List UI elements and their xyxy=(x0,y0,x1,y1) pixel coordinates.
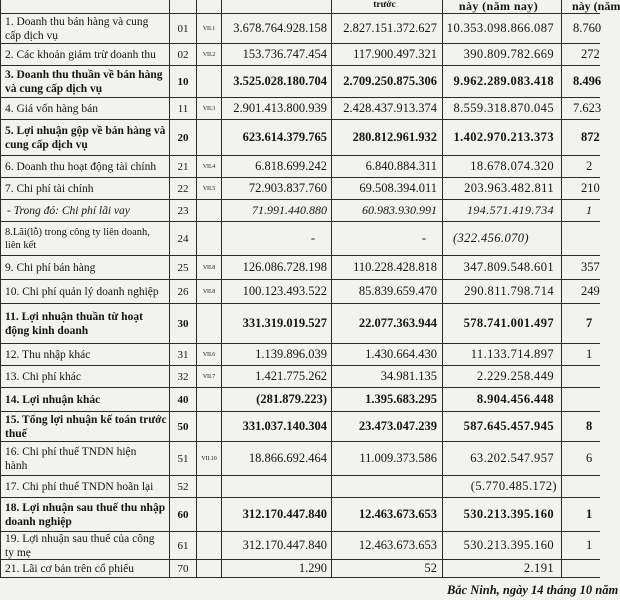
row-label-line: 21. Lãi cơ bản trên cổ phiếu xyxy=(5,562,135,575)
row-label xyxy=(0,222,170,255)
note-reference: VII.8 xyxy=(197,280,222,303)
amount-ytd-prior: 272 xyxy=(581,47,600,61)
amount-ytd-current: 2.191 xyxy=(443,560,562,577)
amount-ytd-current: 194.571.419.734 xyxy=(443,200,562,221)
amount-q-current: 1.139.896.039 xyxy=(222,344,332,365)
line-code: 50 xyxy=(170,412,197,441)
amount-ytd-prior: 1 xyxy=(586,203,592,217)
table-row xyxy=(0,178,600,200)
amount-q-prior: 2.428.437.913.374 xyxy=(332,98,443,119)
row-label xyxy=(0,98,170,119)
amount-ytd-current: 203.963.482.811 xyxy=(443,178,562,199)
amount-ytd-current: 1.402.970.213.373 xyxy=(443,120,562,155)
row-label-line: 15. Tổng lợi nhuận kế toán trước xyxy=(5,413,167,426)
row-label-line: 6. Doanh thu hoạt động tài chính xyxy=(5,160,157,173)
line-code: 61 xyxy=(170,532,197,559)
line-code: 22 xyxy=(170,178,197,199)
header-label-cell xyxy=(0,0,170,13)
note-reference xyxy=(197,560,222,577)
amount-q-current: 1.290 xyxy=(222,560,332,577)
amount-q-prior: 85.839.659.470 xyxy=(332,280,443,303)
amount-ytd-prior: 2 xyxy=(586,159,593,173)
amount-q-current: 3.525.028.180.704 xyxy=(222,66,332,97)
header-ytd-prior: này (năm xyxy=(572,0,620,13)
amount-ytd-prior xyxy=(562,366,600,387)
column-header-row xyxy=(0,0,620,14)
amount-ytd-prior xyxy=(562,476,600,497)
note-reference: VII.7 xyxy=(197,366,222,387)
amount-q-current: 3.678.764.928.158 xyxy=(222,14,332,43)
table-row xyxy=(0,14,600,44)
line-code: 32 xyxy=(170,366,197,387)
row-label-line: hành xyxy=(5,459,28,472)
note-reference xyxy=(197,200,222,221)
amount-q-current xyxy=(222,476,332,497)
table-row xyxy=(0,44,600,66)
amount-q-prior: 12.463.673.653 xyxy=(332,532,443,559)
amount-q-current: 331.319.019.527 xyxy=(222,304,332,343)
line-code: 31 xyxy=(170,344,197,365)
row-label xyxy=(0,14,170,43)
amount-ytd-prior: 1 xyxy=(586,538,593,552)
amount-q-current: 100.123.493.522 xyxy=(222,280,332,303)
amount-q-prior: 6.840.884.311 xyxy=(332,156,443,177)
note-reference xyxy=(197,66,222,97)
note-reference: VII.8 xyxy=(197,256,222,279)
amount-ytd-prior: 6 xyxy=(586,451,593,465)
row-label xyxy=(0,344,170,365)
amount-ytd-prior: 357 xyxy=(581,260,600,274)
amount-ytd-current: (5.770.485.172) xyxy=(443,476,562,497)
row-label-line: 3. Doanh thu thuần về bán hàng xyxy=(5,68,163,81)
header-code-cell xyxy=(170,0,197,13)
line-code: 01 xyxy=(170,14,197,43)
table-row xyxy=(0,388,600,412)
row-label xyxy=(0,304,170,343)
line-code: 52 xyxy=(170,476,197,497)
row-label-line: 8.Lãi(lỗ) trong công ty liên doanh, xyxy=(5,226,150,238)
amount-ytd-prior: 872 xyxy=(581,130,600,144)
table-row xyxy=(0,98,600,120)
amount-ytd-current: 10.353.098.866.087 xyxy=(443,14,562,43)
row-label-line: 5. Lợi nhuận gộp về bán hàng và xyxy=(5,124,166,137)
table-row xyxy=(0,442,600,476)
row-label xyxy=(0,156,170,177)
line-code: 25 xyxy=(170,256,197,279)
header-q-current xyxy=(222,0,332,13)
table-row xyxy=(0,120,600,156)
note-reference: VII.10 xyxy=(197,442,222,475)
note-reference: VII.2 xyxy=(197,44,222,65)
line-code: 11 xyxy=(170,98,197,119)
row-label-line: cấp dịch vụ xyxy=(5,29,59,42)
table-row xyxy=(0,222,600,256)
row-label-line: và cung cấp dịch vụ xyxy=(5,82,103,95)
amount-q-prior: 117.900.497.321 xyxy=(332,44,443,65)
line-code: 30 xyxy=(170,304,197,343)
amount-ytd-current: 11.133.714.897 xyxy=(443,344,562,365)
amount-ytd-prior: 8.496 xyxy=(573,74,602,88)
amount-q-prior: 23.473.047.239 xyxy=(332,412,443,441)
row-label-line: 4. Giá vốn hàng bán xyxy=(5,102,98,115)
note-reference xyxy=(197,476,222,497)
amount-q-current: 71.991.440.880 xyxy=(222,200,332,221)
table-body xyxy=(0,14,600,578)
row-label-line: - Trong đó: Chi phí lãi vay xyxy=(7,204,130,217)
row-label-line: 11. Lợi nhuận thuần từ hoạt xyxy=(5,310,143,323)
line-code: 60 xyxy=(170,498,197,531)
table-row xyxy=(0,256,600,280)
amount-q-current: 2.901.413.800.939 xyxy=(222,98,332,119)
line-code: 20 xyxy=(170,120,197,155)
amount-ytd-current: 2.229.258.449 xyxy=(443,366,562,387)
row-label xyxy=(0,256,170,279)
row-label xyxy=(0,388,170,411)
amount-q-prior: 2.709.250.875.306 xyxy=(332,66,443,97)
line-code: 23 xyxy=(170,200,197,221)
row-label-line: động kinh doanh xyxy=(5,324,89,337)
table-row xyxy=(0,280,600,304)
line-code: 40 xyxy=(170,388,197,411)
row-label-line: liên kết xyxy=(5,239,37,251)
amount-ytd-current: 63.202.547.957 xyxy=(443,442,562,475)
row-label xyxy=(0,178,170,199)
header-q-prior: trước xyxy=(332,0,443,13)
place-date-text: Bắc Ninh, ngày 14 tháng 10 năm xyxy=(447,583,619,597)
amount-ytd-prior: 249 xyxy=(581,284,600,298)
amount-ytd-current: 390.809.782.669 xyxy=(443,44,562,65)
amount-q-prior: 22.077.363.944 xyxy=(332,304,443,343)
amount-ytd-prior: 7.623 xyxy=(573,101,602,115)
amount-ytd-current: (322.456.070) xyxy=(443,222,562,255)
amount-q-current: 331.037.140.304 xyxy=(222,412,332,441)
amount-ytd-current: 530.213.395.160 xyxy=(443,532,562,559)
line-code: 10 xyxy=(170,66,197,97)
note-reference: VII.4 xyxy=(197,156,222,177)
row-label-line: 1. Doanh thu bán hàng và cung xyxy=(5,15,149,28)
amount-q-prior: 69.508.394.011 xyxy=(332,178,443,199)
row-label-line: 9. Chi phí bán hàng xyxy=(5,261,96,274)
row-label-line: cung cấp dịch vụ xyxy=(5,138,88,151)
row-label-line: 16. Chi phí thuế TNDN hiện xyxy=(5,445,137,458)
amount-q-prior: 11.009.373.586 xyxy=(332,442,443,475)
table-row xyxy=(0,412,600,442)
line-code: 02 xyxy=(170,44,197,65)
line-code: 51 xyxy=(170,442,197,475)
table-row xyxy=(0,560,600,578)
line-code: 24 xyxy=(170,222,197,255)
row-label xyxy=(0,412,170,441)
row-label-line: ty mẹ xyxy=(5,546,31,559)
row-label xyxy=(0,120,170,155)
note-reference: VII.5 xyxy=(197,178,222,199)
note-reference xyxy=(197,498,222,531)
note-reference xyxy=(197,388,222,411)
row-label xyxy=(0,366,170,387)
amount-ytd-prior: 1 xyxy=(586,347,593,361)
amount-q-current: 153.736.747.454 xyxy=(222,44,332,65)
amount-q-current: - xyxy=(222,222,332,255)
table-row xyxy=(0,200,600,222)
line-code: 26 xyxy=(170,280,197,303)
note-reference: VII.6 xyxy=(197,344,222,365)
note-reference xyxy=(197,222,222,255)
amount-q-prior: 1.395.683.295 xyxy=(332,388,443,411)
table-row xyxy=(0,66,600,98)
amount-ytd-prior: 1 xyxy=(586,507,593,521)
row-label xyxy=(0,476,170,497)
amount-ytd-current: 530.213.395.160 xyxy=(443,498,562,531)
row-label-line: 17. Chi phí thuế TNDN hoãn lại xyxy=(5,480,154,493)
amount-q-prior: 34.981.135 xyxy=(332,366,443,387)
amount-ytd-current: 9.962.289.083.418 xyxy=(443,66,562,97)
amount-ytd-current: 18.678.074.320 xyxy=(443,156,562,177)
amount-q-current: 1.421.775.262 xyxy=(222,366,332,387)
row-label xyxy=(0,532,170,559)
row-label-line: 13. Chi phí khác xyxy=(5,370,82,383)
line-code: 21 xyxy=(170,156,197,177)
row-label-line: 18. Lợi nhuận sau thuế thu nhập xyxy=(5,501,166,514)
table-row xyxy=(0,304,600,344)
amount-ytd-prior xyxy=(562,222,600,255)
amount-q-prior: 52 xyxy=(332,560,443,577)
amount-q-current: 6.818.699.242 xyxy=(222,156,332,177)
note-reference xyxy=(197,532,222,559)
table-row xyxy=(0,344,600,366)
amount-ytd-current: 8.904.456.448 xyxy=(443,388,562,411)
table-row xyxy=(0,532,600,560)
amount-q-prior xyxy=(332,476,443,497)
row-label-line: 12. Thu nhập khác xyxy=(5,348,91,361)
table-row xyxy=(0,366,600,388)
row-label xyxy=(0,66,170,97)
signature-place-date xyxy=(447,582,619,598)
note-reference xyxy=(197,304,222,343)
row-label-line: 10. Chi phí quản lý doanh nghiệp xyxy=(5,285,159,298)
row-label xyxy=(0,498,170,531)
amount-ytd-prior: 210 xyxy=(581,181,600,195)
amount-q-prior: - xyxy=(332,222,443,255)
amount-q-current: 312.170.447.840 xyxy=(222,532,332,559)
amount-ytd-prior: 7 xyxy=(586,316,593,330)
row-label-line: doanh nghiệp xyxy=(5,515,72,528)
row-label-line: 14. Lợi nhuận khác xyxy=(5,393,101,406)
row-label-line: 7. Chi phí tài chính xyxy=(5,182,94,195)
row-label-line: 19. Lợi nhuận sau thuế của công xyxy=(5,532,155,545)
amount-ytd-current: 347.809.548.601 xyxy=(443,256,562,279)
row-label xyxy=(0,200,170,221)
amount-ytd-current: 578.741.001.497 xyxy=(443,304,562,343)
amount-q-prior: 110.228.428.818 xyxy=(332,256,443,279)
note-reference: VII.3 xyxy=(197,98,222,119)
table-row xyxy=(0,476,600,498)
row-label xyxy=(0,44,170,65)
amount-ytd-prior xyxy=(562,560,600,577)
amount-ytd-current: 290.811.798.714 xyxy=(443,280,562,303)
amount-ytd-prior: 8 xyxy=(586,419,593,433)
amount-ytd-current: 8.559.318.870.045 xyxy=(443,98,562,119)
line-code: 70 xyxy=(170,560,197,577)
amount-q-prior: 12.463.673.653 xyxy=(332,498,443,531)
header-ytd-current: này (năm nay) xyxy=(443,0,562,13)
note-reference xyxy=(197,120,222,155)
amount-ytd-current: 587.645.457.945 xyxy=(443,412,562,441)
amount-q-current: 623.614.379.765 xyxy=(222,120,332,155)
amount-q-current: 18.866.692.464 xyxy=(222,442,332,475)
table-row xyxy=(0,156,600,178)
table-row xyxy=(0,498,600,532)
amount-q-current: 126.086.728.198 xyxy=(222,256,332,279)
amount-q-current: 312.170.447.840 xyxy=(222,498,332,531)
row-label xyxy=(0,442,170,475)
amount-ytd-prior: 8.760 xyxy=(573,21,602,35)
amount-q-current: (281.879.223) xyxy=(222,388,332,411)
note-reference: VII.1 xyxy=(197,14,222,43)
amount-q-current: 72.903.837.760 xyxy=(222,178,332,199)
header-note-cell xyxy=(197,0,222,13)
amount-q-prior: 1.430.664.430 xyxy=(332,344,443,365)
amount-q-prior: 60.983.930.991 xyxy=(332,200,443,221)
note-reference xyxy=(197,412,222,441)
row-label xyxy=(0,280,170,303)
row-label-line: thuế xyxy=(5,427,27,440)
amount-q-prior: 2.827.151.372.627 xyxy=(332,14,443,43)
row-label-line: 2. Các khoản giảm trừ doanh thu xyxy=(5,48,156,61)
row-label xyxy=(0,560,170,577)
amount-q-prior: 280.812.961.932 xyxy=(332,120,443,155)
amount-ytd-prior xyxy=(562,388,600,411)
